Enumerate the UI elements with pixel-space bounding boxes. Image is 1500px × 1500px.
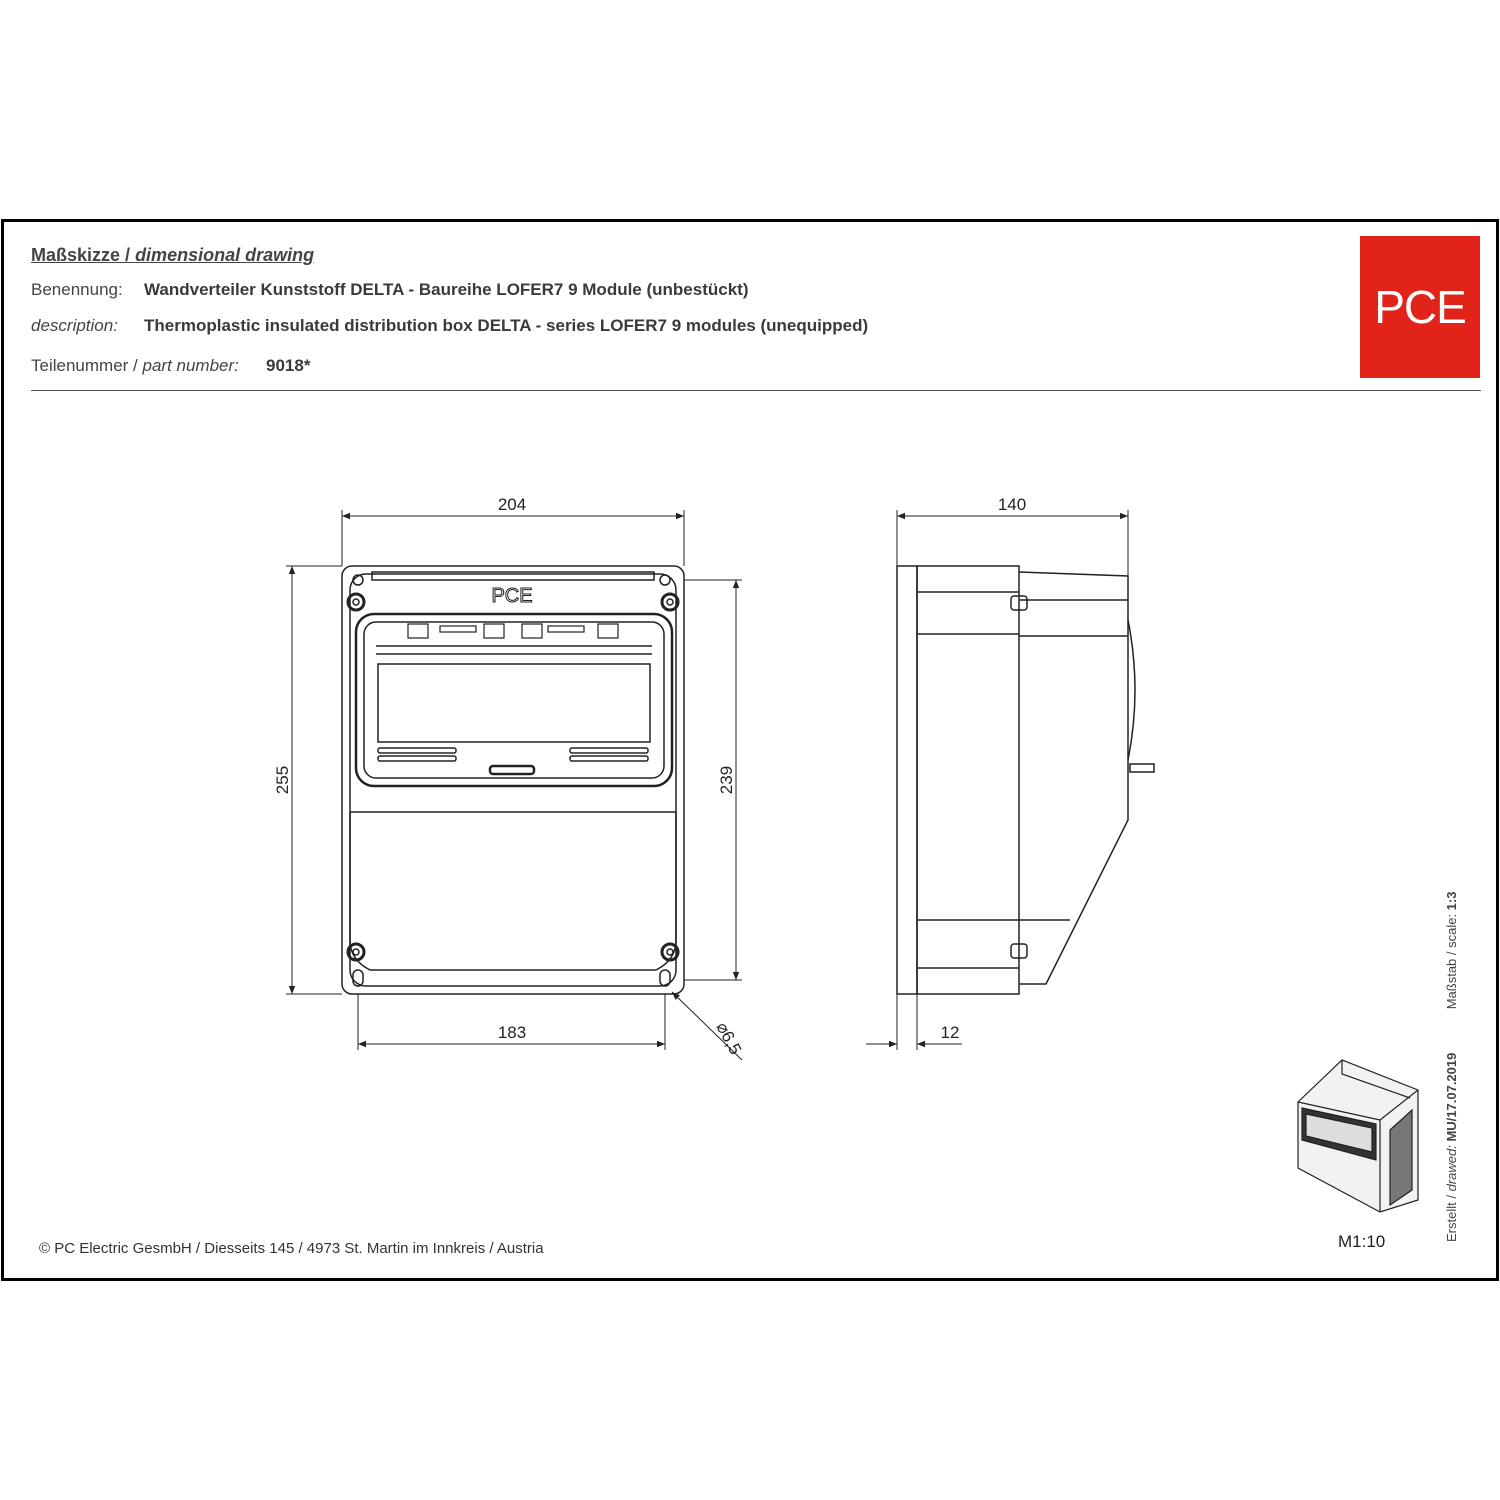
iso-scale-label: M1:10 xyxy=(1338,1232,1386,1251)
designation-value: Wandverteiler Kunststoff DELTA - Baureihe LOFER7 9 Module (unbestückt) xyxy=(144,280,749,299)
dim-flange-label: 12 xyxy=(940,1023,960,1042)
copyright-footer: © PC Electric GesmbH / Diesseits 145 / 4973 St. Martin im Innkreis / Austria xyxy=(39,1240,544,1257)
side-dimensions xyxy=(866,510,1128,1050)
description-value: Thermoplastic insulated distribution box DELTA - series LOFER7 9 modules (unequipped) xyxy=(144,316,869,335)
title-english: dimensional drawing xyxy=(135,245,315,265)
created-value: MU/17.07.2019 xyxy=(1444,1052,1459,1142)
dim-hole-diameter-label: ⌀6,5 xyxy=(712,1018,746,1058)
description-label: description: xyxy=(31,316,118,335)
part-number-value: 9018* xyxy=(266,356,311,375)
created-label-en: drawed: xyxy=(1444,1145,1459,1192)
front-logo: PCE xyxy=(491,585,533,607)
front-view xyxy=(342,566,684,994)
dim-height-label: 255 xyxy=(273,765,292,795)
pce-logo: PCE xyxy=(1360,236,1480,378)
dim-width-label: 204 xyxy=(497,495,527,514)
dim-inner-height-label: 239 xyxy=(717,765,736,795)
dim-depth-label: 140 xyxy=(997,495,1027,514)
dim-hole-spacing-label: 183 xyxy=(497,1023,527,1042)
designation-label: Benennung: xyxy=(31,280,123,299)
part-label-german: Teilenummer / xyxy=(31,356,138,375)
side-view xyxy=(897,566,1154,994)
scale-value: 1:3 xyxy=(1444,891,1459,911)
created-label: Erstellt / xyxy=(1444,1191,1459,1242)
part-label-english: part number: xyxy=(142,356,239,375)
title-german: Maßskizze / xyxy=(31,245,131,265)
scale-label: Maßstab / scale: xyxy=(1444,910,1459,1010)
isometric-thumbnail xyxy=(1298,1060,1418,1212)
